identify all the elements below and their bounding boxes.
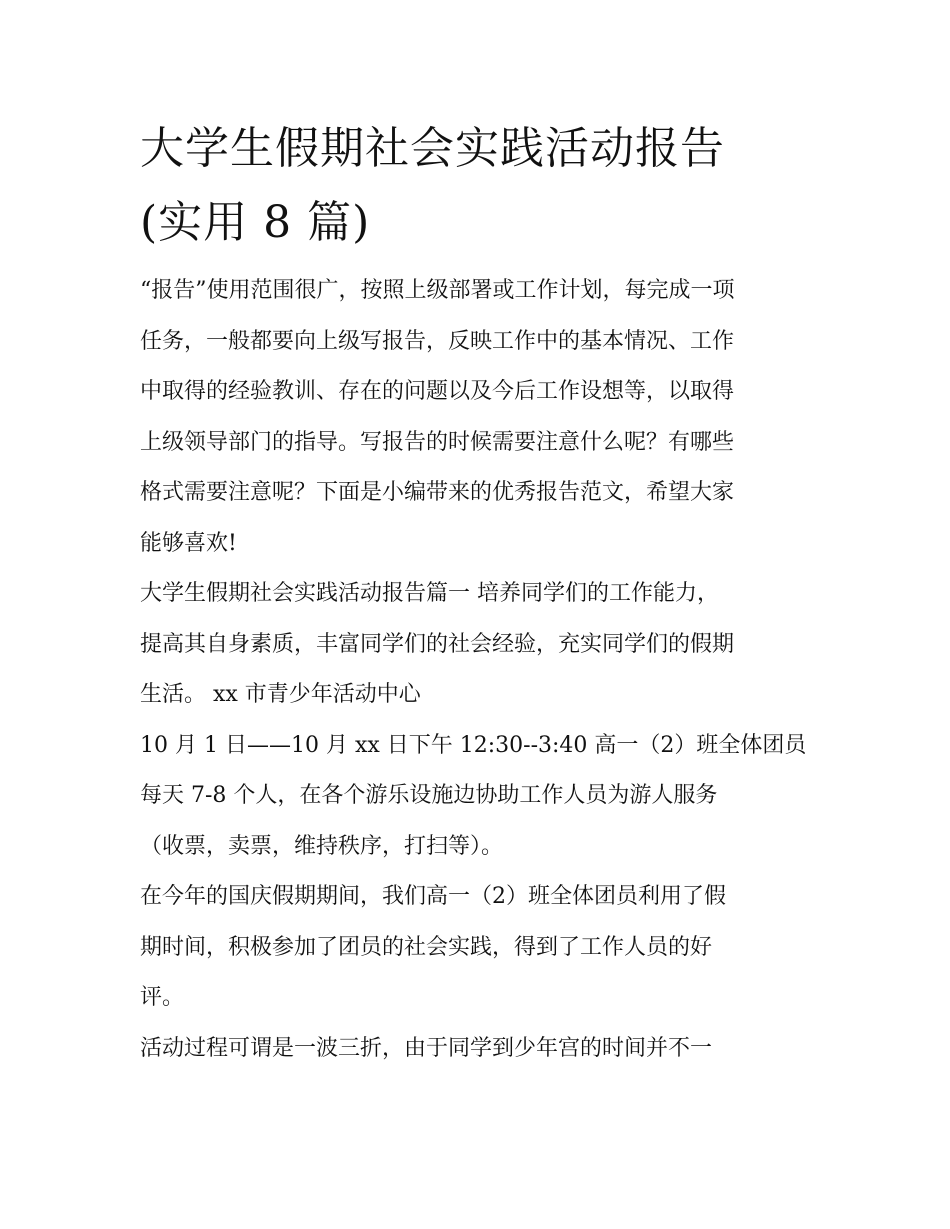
text-line: 上级领导部门的指导。写报告的时候需要注意什么呢？有哪些 (140, 429, 735, 455)
text-line: 每天 7-8 个人，在各个游乐设施边协助工作人员为游人服务 (140, 783, 718, 808)
text-line: 活动过程可谓是一波三折，由于同学到少年宫的时间并不一 (140, 1035, 713, 1061)
text-line: 评。 (140, 985, 185, 1010)
text-line: 格式需要注意呢？下面是小编带来的优秀报告范文，希望大家 (140, 480, 735, 505)
text-line: 任务，一般都要向上级写报告，反映工作中的基本情况、工作 (140, 328, 735, 354)
text-line: （收票，卖票，维持秩序，打扫等）。 (140, 833, 504, 859)
text-line: 生活。 xx 市青少年活动中心 (140, 682, 421, 707)
text-line: 能够喜欢! (140, 530, 237, 556)
report-one-paragraph (140, 569, 820, 721)
intro-paragraph (140, 266, 820, 569)
text-line: 中取得的经验教训、存在的问题以及今后工作设想等，以取得 (140, 379, 735, 404)
text-line: “报告”使用范围很广，按照上级部署或工作计划，每完成一项 (140, 278, 735, 303)
text-line: 提高其自身素质，丰富同学们的社会经验，充实同学们的假期 (140, 631, 735, 657)
holiday-paragraph (140, 872, 820, 1024)
process-paragraph (140, 1024, 820, 1075)
text-line: 在今年的国庆假期期间，我们高一（2）班全体团员利用了假 (140, 884, 726, 909)
document-body (140, 266, 820, 1074)
schedule-paragraph (140, 721, 820, 873)
text-line: 期时间，积极参加了团员的社会实践，得到了工作人员的好 (140, 934, 713, 960)
document-title (140, 112, 820, 260)
document-page (140, 112, 820, 1074)
text-line: 10 月 1 日——10 月 xx 日下午 12:30--3:40 高一（2）班全体团员 (140, 732, 807, 758)
text-line: 大学生假期社会实践活动报告篇一 培养同学们的工作能力， (140, 581, 719, 606)
title-line-1: 大学生假期社会实践活动报告 (140, 123, 725, 174)
title-line-2: (实用 8 篇) (140, 197, 371, 248)
